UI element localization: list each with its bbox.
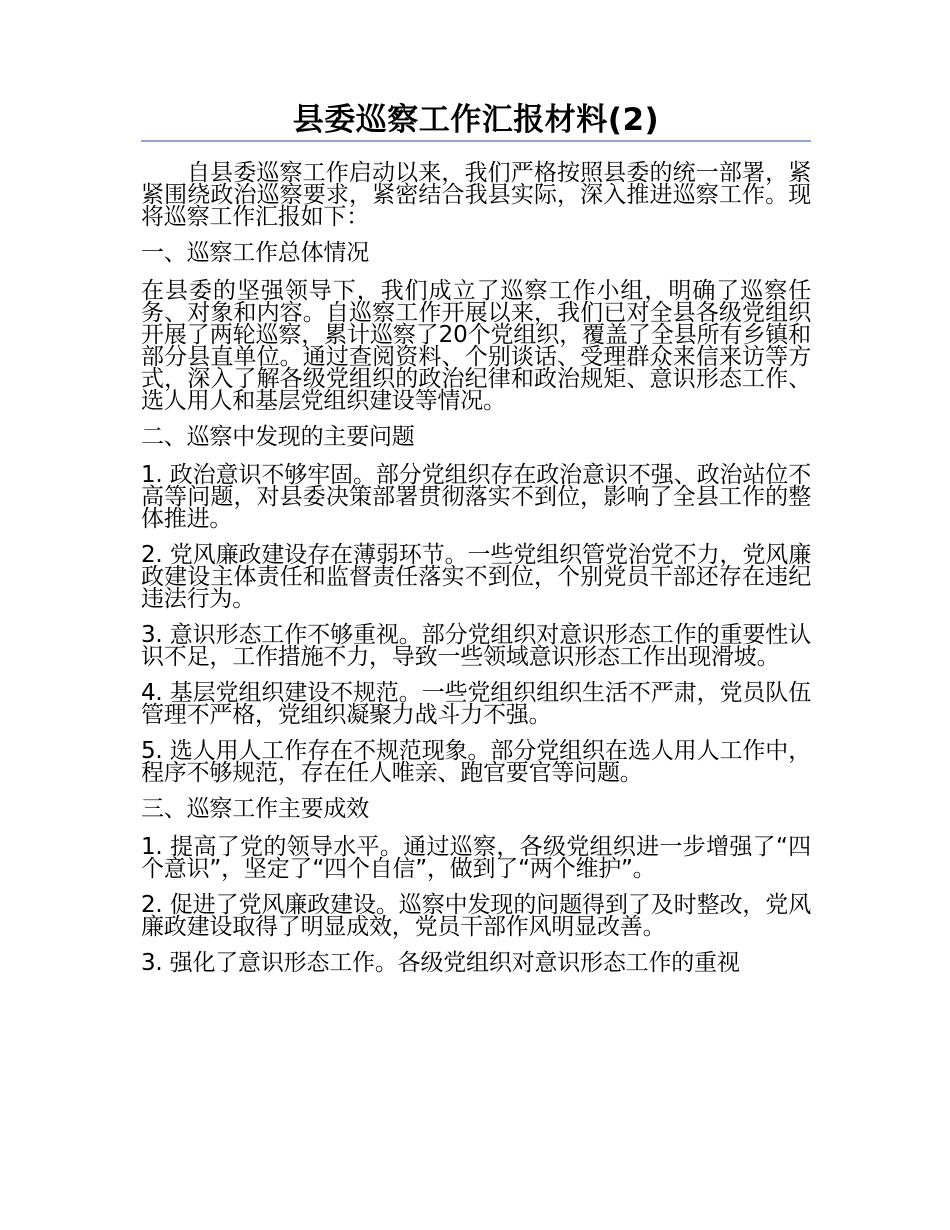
page-title: 县委巡察工作汇报材料(2) xyxy=(292,102,660,138)
issue-item-3: 3. 意识形态工作不够重视。部分党组织对意识形态工作的重要性认识不足，工作措施不力，导致一些领域意识形态工作出现滑坡。 xyxy=(141,622,811,670)
section-heading-3: 三、巡察工作主要成效 xyxy=(141,796,370,822)
title-underline xyxy=(141,140,811,142)
issue-item-1: 1. 政治意识不够牢固。部分党组织存在政治意识不强、政治站位不高等问题，对县委决策部署贯彻落实不到位，影响了全县工作的整体推进。 xyxy=(141,462,811,532)
issue-item-2: 2. 党风廉政建设存在薄弱环节。一些党组织管党治党不力，党风廉政建设主体责任和监督责任落实不到位，个别党员干部还存在违纪违法行为。 xyxy=(141,542,811,612)
result-item-1: 1. 提高了党的领导水平。通过巡察，各级党组织进一步增强了“四个意识”，坚定了“四个自信”，做到了“两个维护”。 xyxy=(141,834,811,882)
document-page xyxy=(141,100,811,988)
section-heading-1: 一、巡察工作总体情况 xyxy=(141,240,370,266)
result-item-2: 2. 促进了党风廉政建设。巡察中发现的问题得到了及时整改，党风廉政建设取得了明显成效，党员干部作风明显改善。 xyxy=(141,892,811,940)
issue-item-4: 4. 基层党组织建设不规范。一些党组织组织生活不严肃，党员队伍管理不严格，党组织凝聚力战斗力不强。 xyxy=(141,680,811,728)
intro-paragraph: 自县委巡察工作启动以来，我们严格按照县委的统一部署，紧紧围绕政治巡察要求，紧密结合我县实际，深入推进巡察工作。现将巡察工作汇报如下： xyxy=(141,160,811,230)
section-1-body: 在县委的坚强领导下，我们成立了巡察工作小组，明确了巡察任务、对象和内容。自巡察工作开展以来，我们已对全县各级党组织开展了两轮巡察，累计巡察了20个党组织，覆盖了全县所有乡镇和部分县直单位。通过查阅资料、个别谈话、受理群众来信来访等方式，深入了解各级党组织的政治纪律和政治规矩、意识形态工作、选人用人和基层党组织建设等情况。 xyxy=(141,278,811,414)
issue-item-5: 5. 选人用人工作存在不规范现象。部分党组织在选人用人工作中，程序不够规范，存在任人唯亲、跑官要官等问题。 xyxy=(141,738,811,786)
result-item-3: 3. 强化了意识形态工作。各级党组织对意识形态工作的重视 xyxy=(141,950,740,976)
section-heading-2: 二、巡察中发现的主要问题 xyxy=(141,424,415,450)
